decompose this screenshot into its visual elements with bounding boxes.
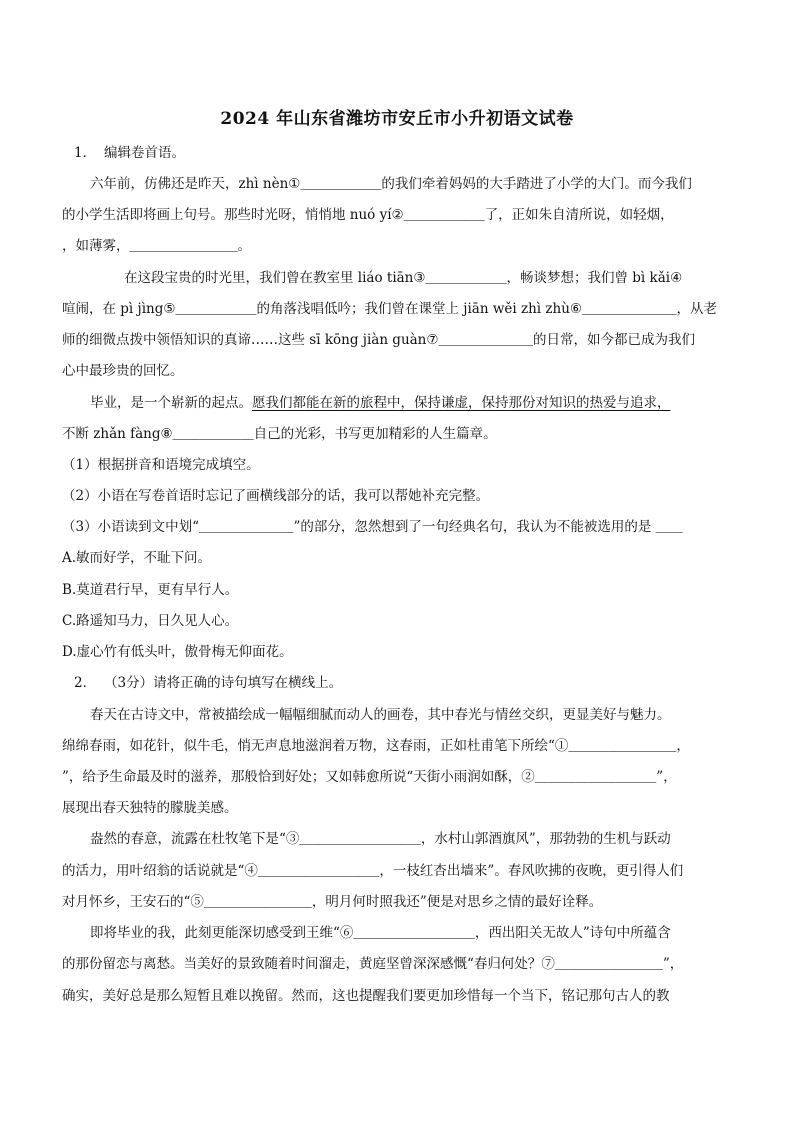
- q2-paragraph-1-line-3: ”，给予生命最及时的滋养，那般恰到好处；又如韩愈所说“天街小雨润如酥，②＿＿＿＿＿＿＿＿＿”，: [62, 769, 677, 785]
- q1-option-a: A.敏而好学，不耻下问。: [62, 550, 212, 566]
- q1-option-b: B.莫道君行早，更有早行人。: [62, 582, 239, 598]
- q1-underlined-sentence: 愿我们都能在新的旅程中，保持谦虚，保持那份对知识的热爱与追求，: [252, 395, 671, 411]
- q1-paragraph-1-line-1: 六年前，仿佛还是昨天，zhì nèn①＿＿＿＿＿＿的我们牵着妈妈的大手踏进了小学的大门。而今我们: [90, 176, 692, 192]
- question-2-heading: （3分）请将正确的诗句填写在横线上。: [104, 675, 343, 691]
- q1-paragraph-2-line-1: 在这段宝贵的时光里，我们曾在教室里 liáo tiān③＿＿＿＿＿＿，畅谈梦想；我们曾 bì kǎi④: [124, 270, 683, 286]
- q2-paragraph-3-line-3: 确实，美好总是那么短暂且难以挽留。然而，这也提醒我们要更加珍惜每一个当下，铭记那句古人的教: [62, 988, 670, 1004]
- q1-paragraph-2-line-3: 师的细微点拨中领悟知识的真谛……这些 sī kōng jiàn guàn⑦＿＿＿＿＿＿＿的日常，如今都已成为我们: [62, 332, 695, 348]
- q1-subquestion-3: （3）小语读到文中划“＿＿＿＿＿＿＿”的部分，忽然想到了一句经典名句，我认为不能被选用的是 ＿＿: [62, 519, 683, 535]
- q1-subquestion-1: （1）根据拼音和语境完成填空。: [62, 457, 260, 473]
- question-2-number: 2．: [74, 675, 97, 691]
- q1-paragraph-3-lead: 毕业，是一个崭新的起点。: [90, 395, 252, 411]
- exam-title: 2024 年山东省潍坊市安丘市小升初语文试卷: [220, 109, 574, 129]
- q1-subquestion-2: （2）小语在写卷首语时忘记了画横线部分的话，我可以帮她补充完整。: [62, 488, 490, 504]
- q1-option-c: C.路遥知马力，日久见人心。: [62, 613, 239, 629]
- q1-paragraph-2-line-4: 心中最珍贵的回忆。: [62, 363, 184, 379]
- q1-paragraph-2-line-2: 喧闹，在 pì jìng⑤＿＿＿＿＿＿的角落浅唱低吟；我们曾在课堂上 jiān wěi zhì zhù⑥＿＿＿＿＿＿＿，从老: [62, 301, 717, 317]
- q1-paragraph-3-line-1: [90, 393, 732, 413]
- q1-paragraph-1-line-3: ，如薄雾，＿＿＿＿＿＿＿＿。: [62, 238, 251, 254]
- q2-paragraph-1-line-1: 春天在古诗文中，常被描绘成一幅幅细腻而动人的画卷，其中春光与情丝交织，更显美好与魅力。: [90, 707, 671, 723]
- q1-option-d: D.虚心竹有低头叶，傲骨梅无仰面花。: [62, 644, 293, 660]
- q2-paragraph-2-line-3: 对月怀乡，王安石的“⑤＿＿＿＿＿＿＿＿，明月何时照我还”便是对思乡之情的最好诠释。: [62, 894, 603, 910]
- q2-paragraph-2-line-2: 的活力，用叶绍翁的话说就是“④＿＿＿＿＿＿＿＿＿，一枝红杏出墙来”。春风吹拂的夜晚，更引得人们: [62, 863, 684, 879]
- question-1-heading: 编辑卷首语。: [104, 145, 185, 161]
- q2-paragraph-2-line-1: 盎然的春意，流露在杜牧笔下是“③＿＿＿＿＿＿＿＿＿，水村山郭酒旗风”，那勃勃的生机与跃动: [90, 831, 671, 847]
- q2-paragraph-3-line-2: 的那份留恋与离愁。当美好的景致随着时间溜走，黄庭坚曾深深感慨“春归何处？⑦＿＿＿＿＿＿＿＿”，: [62, 956, 684, 972]
- q2-paragraph-1-line-4: 展现出春天独特的朦胧美感。: [62, 800, 238, 816]
- q1-paragraph-3-line-2: 不断 zhǎn fàng⑧＿＿＿＿＿＿自己的光彩，书写更加精彩的人生篇章。: [62, 426, 497, 442]
- q1-paragraph-1-line-2: 的小学生活即将画上句号。那些时光呀，悄悄地 nuó yí②＿＿＿＿＿＿了，正如朱自清所说，如轻烟，: [62, 207, 674, 223]
- question-1-number: 1．: [74, 145, 97, 161]
- q2-paragraph-1-line-2: 绵绵春雨，如花针，似牛毛，悄无声息地滋润着万物，这春雨，正如杜甫笔下所绘“①＿＿＿＿＿＿＿＿，: [62, 738, 690, 754]
- q2-paragraph-3-line-1: 即将毕业的我，此刻更能深切感受到王维“⑥＿＿＿＿＿＿＿＿＿，西出阳关无故人”诗句中所蕴含: [90, 925, 671, 941]
